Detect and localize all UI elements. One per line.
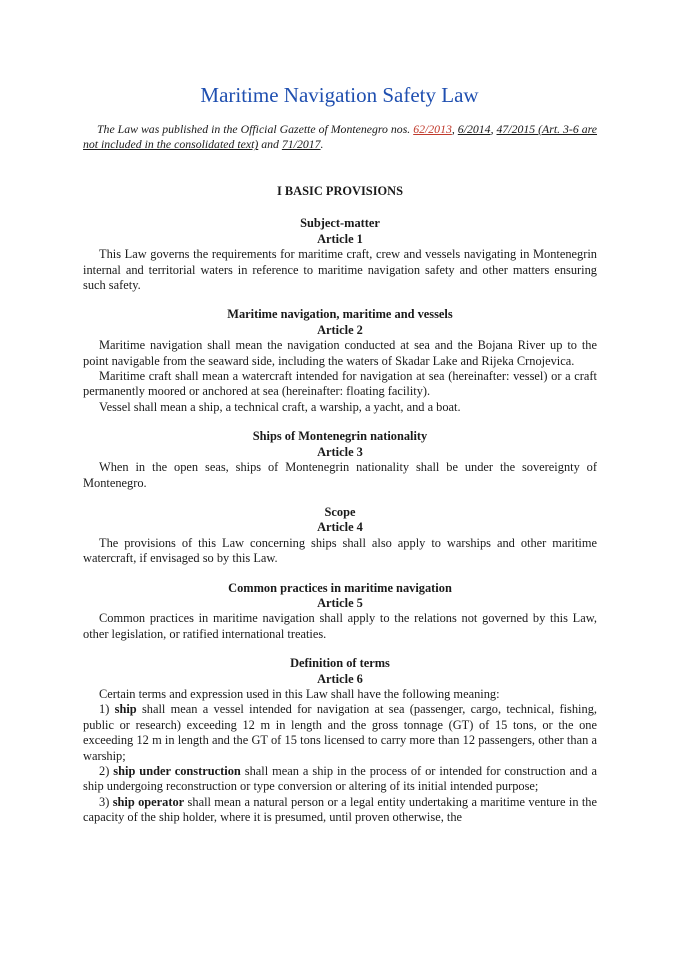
article-number: Article 2 — [317, 322, 363, 337]
gazette-link-62-2013[interactable]: 62/2013 — [413, 122, 452, 136]
article-number: Article 3 — [317, 444, 363, 459]
article-paragraph: Vessel shall mean a ship, a technical craft, a warship, a yacht, and a boat. — [99, 399, 461, 414]
article-paragraph: The provisions of this Law concerning ships shall also apply to warships and other maritime watercraft, if envisaged so by this Law. — [83, 535, 597, 566]
section-title: Scope — [324, 504, 356, 519]
article-number: Article 1 — [317, 231, 363, 246]
gazette-link-47-2015[interactable]: 47/2015 (Art. 3-6 are not included in the consolidated text) — [83, 122, 598, 152]
article-paragraph: Maritime navigation shall mean the navigation conducted at sea and the Bojana River up to the point navigable from the seaward side, including the waters of Skadar Lake and Rijeka Crnojevica. — [83, 338, 597, 368]
article-section — [83, 505, 597, 567]
article-number: Article 6 — [317, 671, 363, 686]
gazette-link-71-2017[interactable]: 71/2017 — [281, 137, 321, 152]
definition-term: ship — [114, 702, 137, 717]
article-section — [83, 656, 597, 825]
document-body — [83, 184, 597, 840]
article-paragraph: When in the open seas, ships of Montenegrin nationality shall be under the sovereignty of Montenegro. — [83, 460, 597, 490]
definition-term: ship operator — [112, 794, 185, 809]
definition-text: shall mean a ship in the process of or intended for construction and a ship undergoing reconstruction or type conversion or altering of its initial intended purpose; — [83, 764, 597, 794]
publication-note-prefix: The Law was published in the Official Gazette of Montenegro nos. — [97, 122, 414, 136]
definition-text: shall mean a natural person or a legal entity undertaking a maritime venture in the capacity of the ship holder, where it is presumed, until proven otherwise, the — [83, 794, 598, 825]
article-paragraph: Maritime craft shall mean a watercraft intended for navigation at sea (hereinafter: vessel) or a craft permanently moored or anchored at sea (hereinafter: floating facility). — [83, 369, 597, 399]
article-section — [83, 429, 597, 491]
article-paragraph: Certain terms and expression used in this Law shall have the following meaning: — [99, 686, 500, 701]
definition-item — [83, 764, 597, 795]
publication-note-suffix: . — [320, 137, 324, 152]
publication-note-separator: , — [490, 122, 497, 136]
section-title: Ships of Montenegrin nationality — [252, 429, 428, 444]
article-section — [83, 216, 597, 293]
definition-text: shall mean a vessel intended for navigation at sea (passenger, cargo, technical, fishing, public or research) exceeding 12 m in length and the gross tonnage (GT) of 15 tons, or the one exceeding 12 m in length and the GT of 15 tons licensed to carry more than 12 passengers, other than a warship; — [83, 702, 597, 763]
article-paragraph: This Law governs the requirements for maritime craft, crew and vessels navigating in Montenegrin internal and territorial waters in reference to maritime navigation safety and other matters ensuring such safety. — [83, 247, 597, 293]
section-title: Common practices in maritime navigation — [228, 580, 452, 595]
publication-note-separator: and — [258, 137, 282, 152]
publication-note-separator: , — [451, 122, 458, 136]
document-title: Maritime Navigation Safety Law — [200, 83, 479, 107]
gazette-link-6-2014[interactable]: 6/2014 — [457, 122, 491, 136]
definition-item — [83, 702, 597, 764]
definition-number: 2) — [99, 764, 110, 778]
section-title: Subject-matter — [300, 216, 380, 231]
definition-number: 3) — [99, 794, 110, 809]
article-section — [83, 581, 597, 643]
section-title: Maritime navigation, maritime and vessels — [227, 307, 453, 322]
article-paragraph: Common practices in maritime navigation shall apply to the relations not governed by this Law, other legislation, or ratified international treaties. — [83, 611, 597, 641]
definition-term: ship under construction — [113, 764, 241, 778]
article-number: Article 5 — [317, 595, 363, 610]
definition-item — [83, 795, 597, 826]
part-heading: I BASIC PROVISIONS — [276, 184, 403, 198]
definition-number: 1) — [99, 702, 110, 717]
article-section — [83, 307, 597, 415]
section-title: Definition of terms — [290, 656, 390, 671]
article-number: Article 4 — [317, 520, 363, 535]
publication-note — [83, 122, 597, 153]
